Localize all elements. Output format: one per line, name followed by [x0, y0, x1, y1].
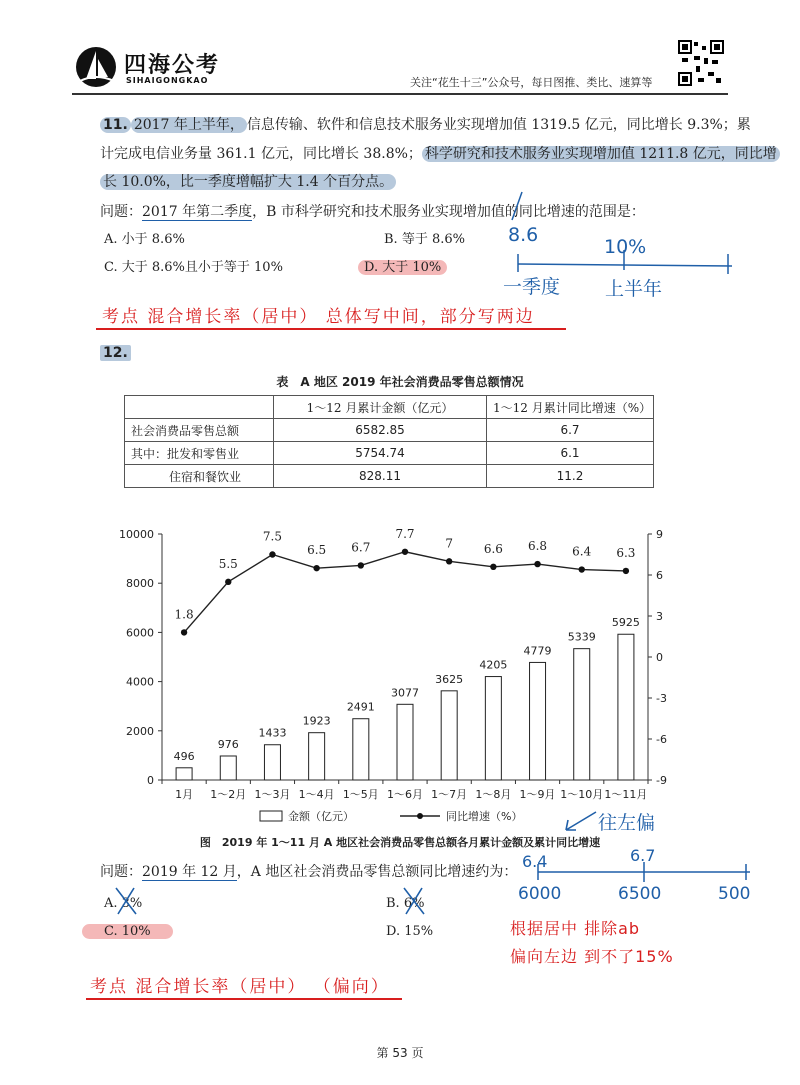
q11-text-1: 信息传输、软件和信息技术服务业实现增加值 1319.5 亿元，同比增长 9.3%；累 [246, 117, 751, 133]
bar-label: 5339 [567, 630, 596, 644]
arrow-icon [560, 808, 600, 834]
table-cell: 住宿和餐饮业 [125, 465, 274, 488]
left-tick-label: 2000 [126, 724, 154, 738]
bar-label: 2491 [346, 700, 375, 714]
table-cell: 6.1 [487, 442, 654, 465]
q11-line2 [100, 144, 777, 164]
table-cell: 6582.85 [274, 419, 487, 442]
line-point [579, 566, 585, 572]
x-tick-label: 1～8月 [475, 788, 512, 801]
line-point [358, 562, 364, 568]
q11-option-b[interactable]: B. 等于 8.6% [384, 232, 465, 247]
line-label: 6.7 [351, 540, 371, 555]
q11-line3 [100, 172, 396, 192]
bar [264, 745, 280, 780]
q11-hand-q1: 一季度 [503, 276, 561, 298]
x-tick-label: 1～6月 [387, 788, 423, 801]
header-tagline: 关注“花生十三”公众号，每日图推、类比、速算等 [410, 76, 653, 89]
q12-question: 问题：2019 年 12 月，A 地区社会消费品零售总额同比增速约为： [100, 864, 518, 880]
q12-hand-500: 500 [718, 884, 751, 904]
line-label: 6.8 [527, 539, 548, 554]
line-label: 5.5 [218, 556, 238, 571]
bar-label: 3077 [391, 686, 419, 700]
bar [574, 649, 590, 780]
x-tick-label: 1～7月 [431, 788, 468, 801]
table-row [125, 419, 654, 442]
x-tick-label: 1～5月 [342, 788, 379, 801]
q12-table [124, 395, 654, 488]
bar [530, 662, 546, 780]
x-tick-label: 1～2月 [210, 788, 247, 801]
q12-hand-left: 往左偏 [598, 812, 656, 834]
bar [397, 704, 413, 780]
x-tick-label: 1月 [175, 788, 194, 801]
left-tick-label: 10000 [119, 528, 154, 541]
q11-hand-86: 8.6 [508, 224, 539, 246]
page-number: 第 53 页 [376, 1046, 424, 1060]
q11-line1 [100, 115, 751, 135]
table-row [125, 465, 654, 488]
line-label: 7.7 [395, 526, 415, 541]
q11-hand-h1: 上半年 [605, 278, 663, 300]
q11-note-underline [96, 328, 566, 330]
cross-icon [112, 886, 140, 916]
bar-label: 4205 [479, 658, 508, 672]
q11-number: 11. [100, 117, 131, 133]
table-header-1: 1～12 月累计金额（亿元） [274, 396, 487, 419]
bar [618, 634, 634, 780]
line-label: 6.6 [483, 541, 503, 556]
right-tick-label: -3 [656, 692, 667, 705]
q12-chart [100, 520, 690, 830]
right-tick-label: 3 [656, 610, 663, 623]
table-header-2: 1～12 月累计同比增速（%） [487, 396, 654, 419]
table-row [125, 396, 654, 419]
q11-hand-10: 10% [604, 236, 647, 258]
bar-label: 1923 [302, 714, 331, 728]
bar-label: 1433 [258, 726, 287, 740]
q12-hand-note-1: 根据居中 排除ab [510, 919, 641, 938]
right-tick-label: -9 [656, 774, 667, 787]
q12-hand-6000: 6000 [518, 884, 562, 904]
right-tick-label: 9 [656, 528, 663, 541]
bar-label: 3625 [435, 672, 464, 686]
legend-bar-swatch [260, 811, 282, 821]
x-tick-label: 1～10月 [560, 788, 604, 801]
bar-label: 496 [173, 749, 195, 763]
line-label: 7 [445, 536, 454, 551]
right-tick-label: 0 [656, 651, 663, 664]
q12-table-title: 表 A 地区 2019 年社会消费品零售总额情况 [276, 375, 524, 389]
logo-icon [72, 45, 120, 89]
line-point [623, 568, 629, 574]
logo-subtext: SIHAIGONGKAO [126, 76, 209, 85]
x-tick-label: 1～11月 [604, 788, 648, 801]
q12-hand-67: 6.7 [630, 846, 656, 865]
q11-highlight-1: 2017 年上半年， [131, 117, 247, 133]
q12-option-d[interactable]: D. 15% [386, 924, 434, 939]
q12-option-c[interactable]: C. 10% [82, 922, 173, 942]
bar-label: 4779 [523, 644, 552, 658]
right-tick-label: -6 [656, 733, 667, 746]
legend-line-label: 同比增速（%） [446, 810, 523, 823]
q11-option-a[interactable]: A. 小于 8.6% [104, 232, 185, 247]
right-tick-label: 6 [656, 569, 663, 582]
q12-hand-64: 6.4 [522, 852, 548, 871]
line-point [313, 565, 319, 571]
header-rule [72, 93, 728, 95]
q11-text-2: 计完成电信业务量 361.1 亿元，同比增长 38.8%； [100, 146, 422, 162]
q12-number: 12. [100, 343, 131, 363]
line-point [490, 564, 496, 570]
table-cell: 5754.74 [274, 442, 487, 465]
q11-question: 问题：2017 年第二季度，B 市科学研究和技术服务业实现增加值的同比增速的范围是： [100, 204, 645, 220]
line-point [181, 629, 187, 635]
line-point [402, 549, 408, 555]
x-tick-label: 1～9月 [519, 788, 556, 801]
q11-note: 考点 混合增长率（居中） 总体写中间，部分写两边 [102, 307, 535, 327]
line-label: 6.4 [572, 544, 592, 559]
table-cell: 6.7 [487, 419, 654, 442]
q12-option-a[interactable]: A. 3% [104, 896, 143, 911]
x-tick-label: 1～3月 [254, 788, 291, 801]
q12-note-underline [86, 998, 402, 1000]
table-header-0 [125, 396, 274, 419]
left-tick-label: 4000 [126, 675, 154, 689]
q12-option-b[interactable]: B. 6% [386, 896, 425, 911]
line-point [446, 558, 452, 564]
line-label: 6.3 [616, 545, 636, 560]
legend-bar-label: 金额（亿元） [288, 810, 354, 823]
q12-figure-caption: 图 2019 年 1～11 月 A 地区社会消费品零售总额各月累计金额及累计同比增速 [199, 836, 601, 849]
bar-label: 976 [217, 737, 239, 751]
left-tick-label: 8000 [126, 577, 154, 591]
line-label: 7.5 [262, 529, 283, 544]
x-tick-label: 1～4月 [298, 788, 335, 801]
q11-option-d[interactable]: D. 大于 10% [358, 258, 447, 278]
cross-icon [400, 886, 428, 916]
logo-text: 四海公考 [124, 53, 221, 78]
bar [309, 733, 325, 780]
line-point [269, 551, 275, 557]
q12-question-underlined: 2019 年 12 月 [142, 864, 237, 880]
bar [220, 756, 236, 780]
series-line [184, 552, 626, 633]
q12-hand-note-2: 偏向左边 到不了15% [510, 947, 674, 966]
bar [441, 691, 457, 780]
line-label: 1.8 [174, 607, 194, 622]
legend-line-marker [417, 813, 423, 819]
table-row [125, 442, 654, 465]
q12-hand-6500: 6500 [618, 884, 662, 904]
table-cell: 11.2 [487, 465, 654, 488]
line-label: 6.5 [307, 543, 327, 558]
q11-highlight-2: 科学研究和技术服务业实现增加值 1211.8 亿元，同比增 [422, 146, 780, 162]
q11-highlight-3: 长 10.0%，比一季度增幅扩大 1.4 个百分点。 [100, 174, 396, 190]
line-point [225, 579, 231, 585]
qr-code-icon [678, 40, 724, 86]
table-cell: 其中：批发和零售业 [125, 442, 274, 465]
q12-note: 考点 混合增长率（居中） （偏向） [90, 977, 390, 997]
line-point [534, 561, 540, 567]
table-cell: 828.11 [274, 465, 487, 488]
bar [176, 768, 192, 780]
bar [485, 677, 501, 780]
q11-option-c[interactable]: C. 大于 8.6%且小于等于 10% [104, 260, 283, 275]
bar-label: 5925 [611, 616, 640, 630]
left-tick-label: 0 [147, 774, 154, 787]
bar [353, 719, 369, 780]
table-cell: 社会消费品零售总额 [125, 419, 274, 442]
q11-question-underlined: 2017 年第二季度 [142, 204, 253, 220]
left-tick-label: 6000 [126, 626, 154, 640]
